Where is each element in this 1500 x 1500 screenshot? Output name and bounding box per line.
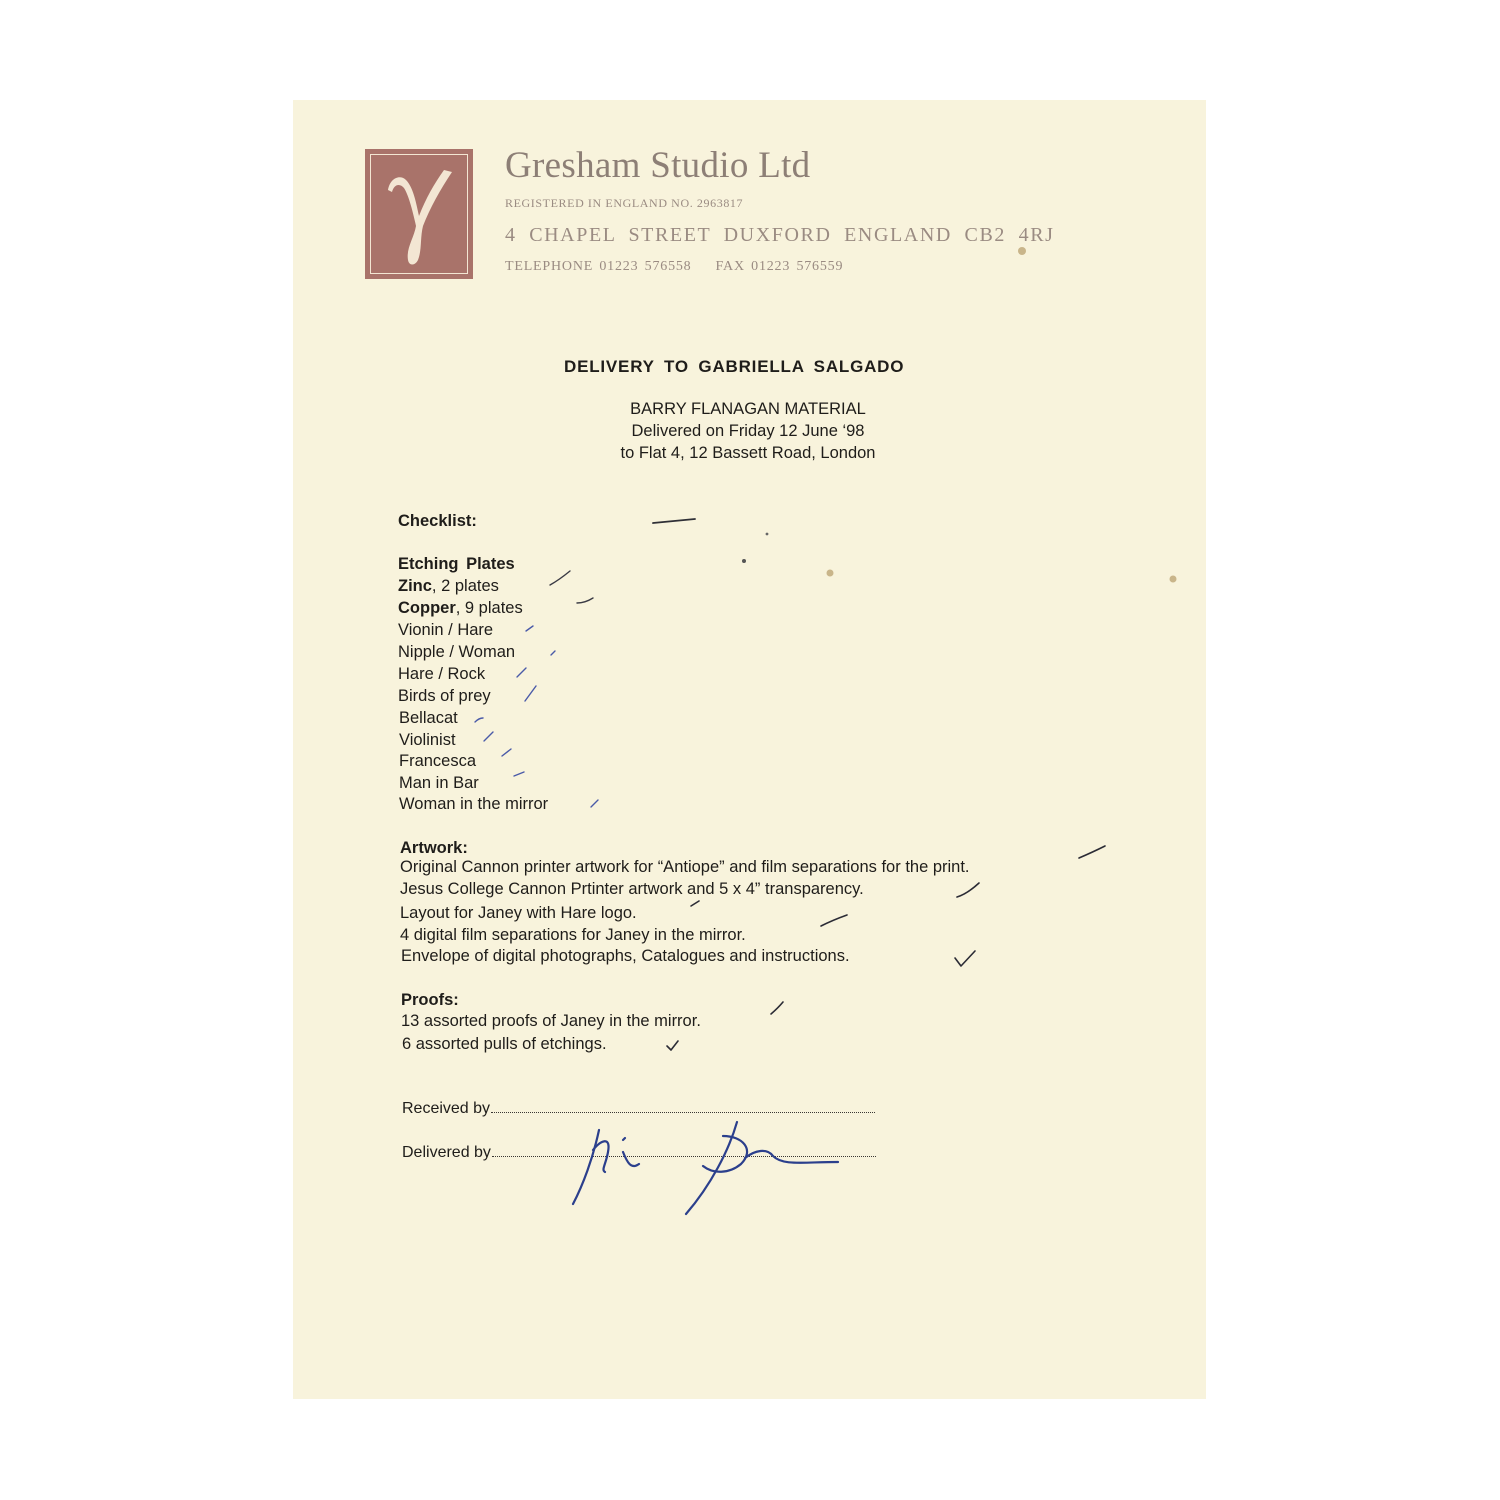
etching-plates-heading: Etching Plates xyxy=(398,555,515,573)
subtitle-date: Delivered on Friday 12 June ‘98 xyxy=(631,422,865,440)
company-address: 4 CHAPEL STREET DUXFORD ENGLAND CB2 4RJ xyxy=(505,224,1055,246)
plate-item: Vionin / Hare xyxy=(398,621,494,639)
artwork-item: Jesus College Cannon Prtinter artwork and 5 x 4” transparency. xyxy=(400,880,864,898)
plate-item: Hare / Rock xyxy=(398,665,486,683)
artwork-item: Envelope of digital photographs, Catalogues and instructions. xyxy=(401,947,850,965)
delivered-by-signature xyxy=(573,1122,838,1214)
copper-label: Copper xyxy=(398,599,456,617)
received-by-label: Received by xyxy=(402,1100,491,1117)
plate-item: Nipple / Woman xyxy=(398,643,516,661)
check-mark-plate xyxy=(475,718,483,722)
check-mark-plate xyxy=(517,668,526,677)
check-mark-plate xyxy=(591,800,598,807)
artwork-heading: Artwork: xyxy=(400,839,468,857)
proof-item: 13 assorted proofs of Janey in the mirror. xyxy=(401,1012,701,1030)
delivered-by-line xyxy=(402,1144,876,1162)
check-mark-artwork xyxy=(691,901,699,906)
artwork-item: Original Cannon printer artwork for “Antiope” and film separations for the print. xyxy=(400,858,970,876)
artwork-item: Layout for Janey with Hare logo. xyxy=(400,904,637,922)
check-mark-plate xyxy=(526,626,533,631)
subtitle-address: to Flat 4, 12 Bassett Road, London xyxy=(620,444,876,462)
check-mark-artwork xyxy=(1079,846,1105,858)
check-mark-plate xyxy=(551,651,555,655)
copper-plates xyxy=(398,599,523,618)
delivered-by-field xyxy=(492,1155,876,1157)
contact-line xyxy=(505,259,843,275)
zinc-plates xyxy=(398,577,499,596)
check-mark-artwork xyxy=(821,915,847,926)
plate-item: Man in Bar xyxy=(399,774,479,792)
check-mark-plate xyxy=(484,732,493,741)
registration-number: REGISTERED IN ENGLAND NO. 2963817 xyxy=(505,196,744,210)
fax-number: FAX 01223 576559 xyxy=(715,259,844,274)
checklist-heading: Checklist: xyxy=(398,512,477,530)
zinc-count: , 2 plates xyxy=(431,577,499,595)
document-title: DELIVERY TO GABRIELLA SALGADO xyxy=(564,357,905,376)
plate-item: Birds of prey xyxy=(398,687,491,705)
gresham-logo xyxy=(365,149,473,279)
check-mark-zinc xyxy=(550,571,570,585)
copper-count: , 9 plates xyxy=(455,599,523,617)
company-name: Gresham Studio Ltd xyxy=(505,145,811,186)
check-mark-plate xyxy=(525,686,536,701)
subtitle-material: BARRY FLANAGAN MATERIAL xyxy=(630,400,866,418)
artwork-item: 4 digital film separations for Janey in the mirror. xyxy=(400,926,746,944)
zinc-label: Zinc xyxy=(398,577,432,595)
proof-item: 6 assorted pulls of etchings. xyxy=(402,1035,607,1053)
gamma-logo-icon xyxy=(366,150,474,280)
plate-item: Violinist xyxy=(399,731,456,749)
check-mark-plate xyxy=(502,749,511,756)
received-by-field xyxy=(491,1111,875,1113)
check-mark-proof xyxy=(771,1002,783,1014)
received-by-line xyxy=(402,1100,875,1118)
check-mark-plate xyxy=(514,772,524,776)
letter-page xyxy=(293,100,1206,1399)
check-mark-artwork xyxy=(957,883,979,897)
check-mark-artwork xyxy=(955,951,975,966)
plate-item: Bellacat xyxy=(399,709,458,727)
checklist-dash-mark xyxy=(653,519,695,523)
plate-item: Francesca xyxy=(399,752,477,770)
proofs-heading: Proofs: xyxy=(401,991,459,1009)
telephone-number: TELEPHONE 01223 576558 xyxy=(505,259,692,274)
check-mark-proof xyxy=(667,1041,678,1050)
delivered-by-label: Delivered by xyxy=(402,1144,491,1161)
check-mark-copper xyxy=(577,598,593,603)
plate-item: Woman in the mirror xyxy=(399,795,549,813)
